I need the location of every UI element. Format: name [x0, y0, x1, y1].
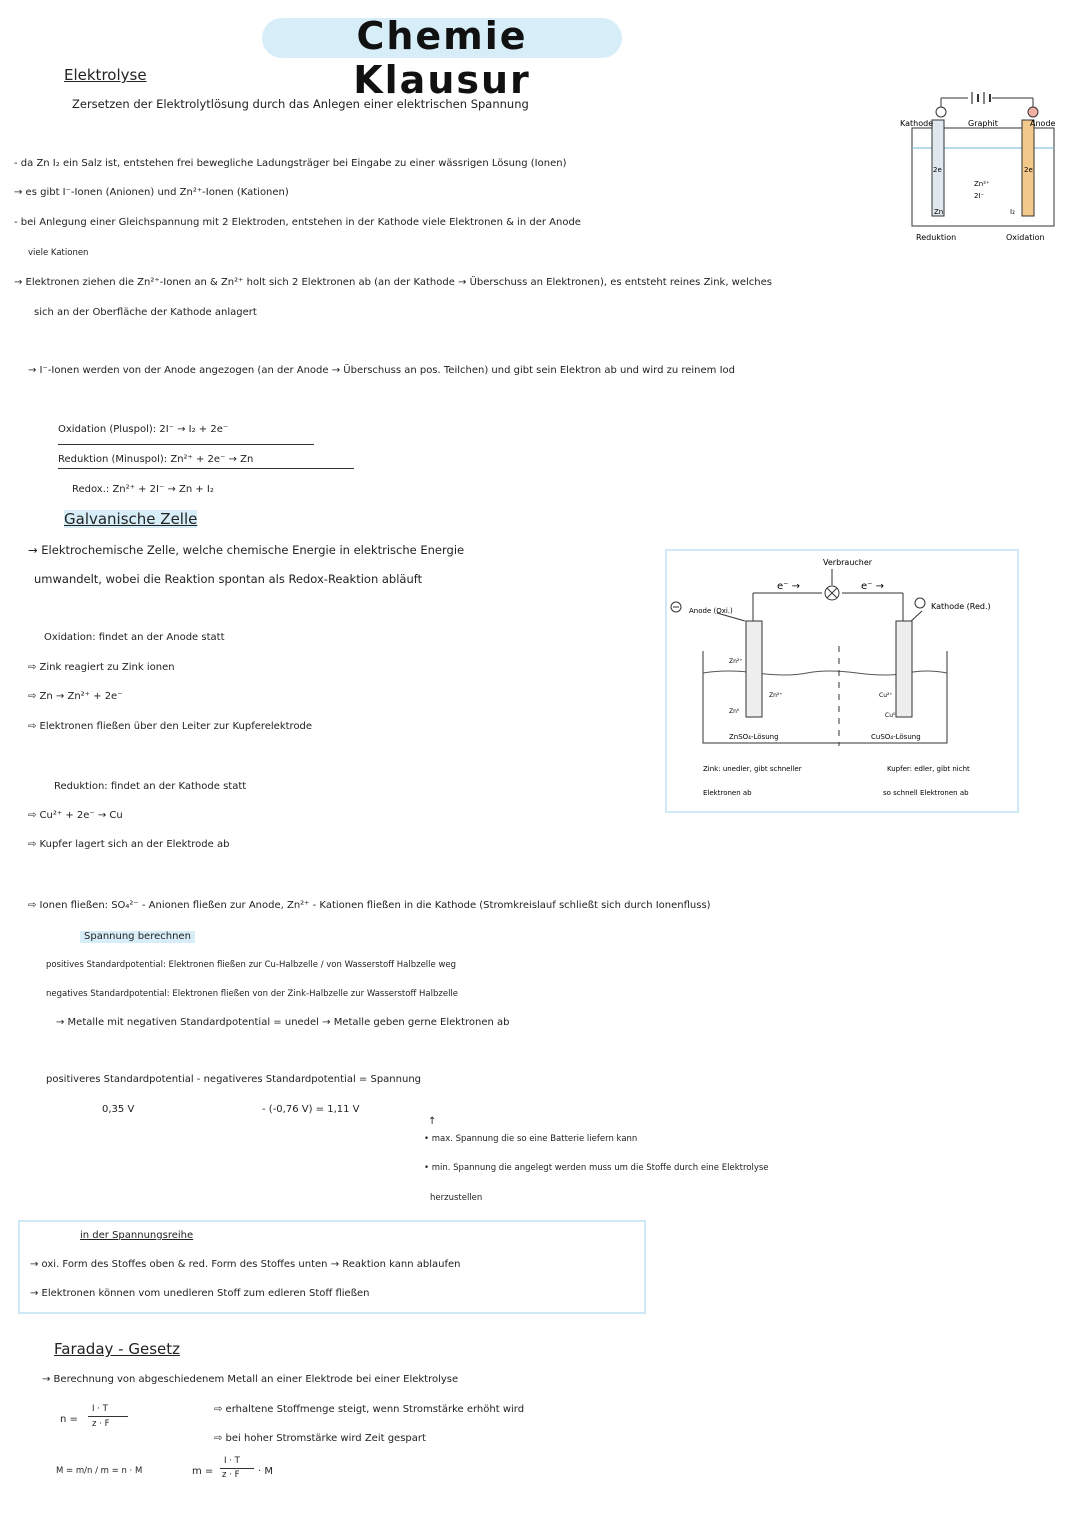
- copper-atom-label: Cu⁰: [885, 712, 896, 719]
- oxidation-point-1: ⇨ Zink reagiert zu Zink ionen: [28, 662, 175, 673]
- redox-equation: Redox.: Zn²⁺ + 2I⁻ → Zn + I₂: [72, 484, 214, 495]
- verbraucher-label: Verbraucher: [823, 558, 873, 567]
- kathode-label: Kathode (Red.): [931, 602, 991, 611]
- divider: [58, 444, 314, 445]
- formula-mass-2-denominator: z · F: [222, 1470, 240, 1480]
- electrolysis-definition: Zersetzen der Elektrolytlösung durch das Anlegen einer elektrischen Spannung: [72, 97, 529, 111]
- formula-mass-2-rhs: · M: [258, 1466, 273, 1477]
- zinc-label: Zn: [934, 208, 944, 216]
- voltage-series-heading: in der Spannungsreihe: [80, 1230, 194, 1241]
- copper-note: Kupfer: edler, gibt nicht: [887, 765, 970, 773]
- galvanic-line-2: umwandelt, wobei die Reaktion spontan als Redox-Reaktion abläuft: [34, 572, 423, 586]
- voltage-result: - (-0,76 V) = 1,11 V: [262, 1104, 360, 1115]
- formula-mass-1: M = m/n / m = n · M: [56, 1466, 143, 1476]
- electrolysis-line-1: - da Zn I₂ ein Salz ist, entstehen frei bewegliche Ladungsträger bei Eingabe zu einer wässrigen Lösung (Ionen): [14, 158, 567, 169]
- electrolysis-line-4: viele Kationen: [28, 248, 89, 258]
- faraday-result-1: ⇨ erhaltene Stoffmenge steigt, wenn Stromstärke erhöht wird: [214, 1404, 525, 1415]
- formula-n-denominator: z · F: [92, 1419, 110, 1429]
- kathode-label: Kathode: [900, 119, 934, 128]
- plus-pole-icon: [1028, 107, 1038, 117]
- negative-potential-line: negatives Standardpotential: Elektronen fließen von der Zink-Halbzelle zur Wasserstoff Halbzelle: [46, 989, 459, 999]
- anode-label: Anode (Oxi.): [689, 607, 733, 615]
- electron-flow-label: e⁻ →: [777, 581, 800, 592]
- electrolysis-cell-diagram: [898, 82, 1068, 246]
- galvanic-line-1: → Elektrochemische Zelle, welche chemische Energie in elektrische Energie: [28, 543, 465, 557]
- reduction-equation: Reduktion (Minuspol): Zn²⁺ + 2e⁻ → Zn: [58, 454, 254, 465]
- formula-mass-2-numerator: I · T: [224, 1456, 240, 1466]
- arrow-up-icon: ↑: [428, 1116, 437, 1127]
- voltage-series-line-1: → oxi. Form des Stoffes oben & red. Form des Stoffes unten → Reaktion kann ablaufen: [30, 1259, 461, 1270]
- fraction-bar: [220, 1468, 254, 1469]
- copper-electrode: [896, 621, 912, 717]
- zinc-ion-label: Zn²⁺: [729, 658, 743, 665]
- zinc-electrode: [746, 621, 762, 717]
- zinc-atom-label: Zn⁰: [729, 708, 740, 715]
- electrolysis-line-6: sich an der Oberfläche der Kathode anlagert: [34, 307, 257, 318]
- electron-flow-label: e⁻ →: [861, 581, 884, 592]
- cuso4-label: CuSO₄-Lösung: [871, 733, 921, 741]
- oxidation-heading: Oxidation: findet an der Anode statt: [44, 632, 225, 643]
- divider: [58, 468, 354, 469]
- electrolysis-line-2: → es gibt I⁻-Ionen (Anionen) und Zn²⁺-Ionen (Kationen): [14, 187, 289, 198]
- min-voltage-note-continued: herzustellen: [430, 1193, 483, 1203]
- voltage-heading: Spannung berechnen: [80, 931, 195, 943]
- reduction-point-1: ⇨ Cu²⁺ + 2e⁻ → Cu: [28, 810, 123, 821]
- positive-potential-line: positives Standardpotential: Elektronen fließen zur Cu-Halbzelle / von Wasserstoff Halbzelle weg: [46, 960, 457, 970]
- electrolysis-line-3: - bei Anlegung einer Gleichspannung mit 2 Elektroden, entstehen in der Kathode viele Elektronen & in der Anode: [14, 217, 581, 228]
- metals-line: → Metalle mit negativen Standardpotential = unedel → Metalle geben gerne Elektronen ab: [56, 1017, 510, 1028]
- znso4-label: ZnSO₄-Lösung: [729, 733, 779, 741]
- max-voltage-note: • max. Spannung die so eine Batterie liefern kann: [424, 1134, 638, 1144]
- formula-n-numerator: I · T: [92, 1404, 108, 1414]
- fraction-bar: [88, 1416, 128, 1417]
- electrolysis-line-5: → Elektronen ziehen die Zn²⁺-Ionen an & Zn²⁺ holt sich 2 Elektronen ab (an der Kathode → Überschuss an Elektronen), es entsteht reines Zink, welches: [14, 277, 772, 288]
- ion-flow-line: ⇨ Ionen fließen: SO₄²⁻ - Anionen fließen zur Anode, Zn²⁺ - Kationen fließen in die Kathode (Stromkreislauf schließt sich durch Ionenfluss): [28, 900, 711, 911]
- reduktion-label: Reduktion: [916, 233, 957, 242]
- zinc-note: Elektronen ab: [703, 789, 752, 797]
- faraday-line-1: → Berechnung von abgeschiedenem Metall an einer Elektrode bei einer Elektrolyse: [42, 1374, 459, 1385]
- faraday-heading: Faraday - Gesetz: [54, 1340, 180, 1358]
- galvanic-cell-diagram: [667, 551, 1017, 811]
- oxidation-label: Oxidation: [1006, 233, 1045, 242]
- formula-mass-2-lhs: m =: [192, 1466, 214, 1477]
- zinc-ion-label: Zn²⁺: [974, 180, 990, 188]
- graphit-label: Graphit: [968, 119, 998, 128]
- iodine-label: I₂: [1010, 208, 1015, 216]
- copper-note: so schnell Elektronen ab: [883, 789, 969, 797]
- copper-ion-label: Cu²⁺: [879, 692, 893, 699]
- copper-potential-value: 0,35 V: [102, 1104, 135, 1115]
- voltage-series-line-2: → Elektronen können vom unedleren Stoff zum edleren Stoff fließen: [30, 1288, 370, 1299]
- oxidation-point-3: ⇨ Elektronen fließen über den Leiter zur Kupferelektrode: [28, 721, 313, 732]
- zinc-ion-label: Zn²⁺: [769, 692, 783, 699]
- oxidation-point-2: ⇨ Zn → Zn²⁺ + 2e⁻: [28, 691, 123, 702]
- faraday-result-2: ⇨ bei hoher Stromstärke wird Zeit gespart: [214, 1433, 426, 1444]
- iodide-ion-label: 2I⁻: [974, 192, 985, 200]
- electron-label: 2e: [1024, 166, 1033, 174]
- reduction-heading: Reduktion: findet an der Kathode statt: [54, 781, 247, 792]
- minus-pole-icon: [936, 107, 946, 117]
- electrolysis-line-7: → I⁻-Ionen werden von der Anode angezogen (an der Anode → Überschuss an pos. Teilchen) und gibt sein Elektron ab und wird zu reinem Iod: [28, 365, 736, 376]
- electrolysis-heading: Elektrolyse: [64, 66, 147, 84]
- anode-label: Anode: [1030, 119, 1056, 128]
- electron-label: 2e: [933, 166, 942, 174]
- formula-n-lhs: n =: [60, 1414, 78, 1425]
- min-voltage-note: • min. Spannung die angelegt werden muss um die Stoffe durch eine Elektrolyse: [424, 1163, 769, 1173]
- voltage-calc-line: positiveres Standardpotential - negativeres Standardpotential = Spannung: [46, 1074, 421, 1085]
- reduction-point-2: ⇨ Kupfer lagert sich an der Elektrode ab: [28, 839, 230, 850]
- zinc-note: Zink: unedler, gibt schneller: [703, 765, 802, 773]
- oxidation-equation: Oxidation (Pluspol): 2I⁻ → I₂ + 2e⁻: [58, 424, 229, 435]
- page-title: Chemie Klausur: [353, 14, 531, 102]
- plus-pole-icon: [915, 598, 925, 608]
- galvanic-heading: Galvanische Zelle: [64, 510, 198, 528]
